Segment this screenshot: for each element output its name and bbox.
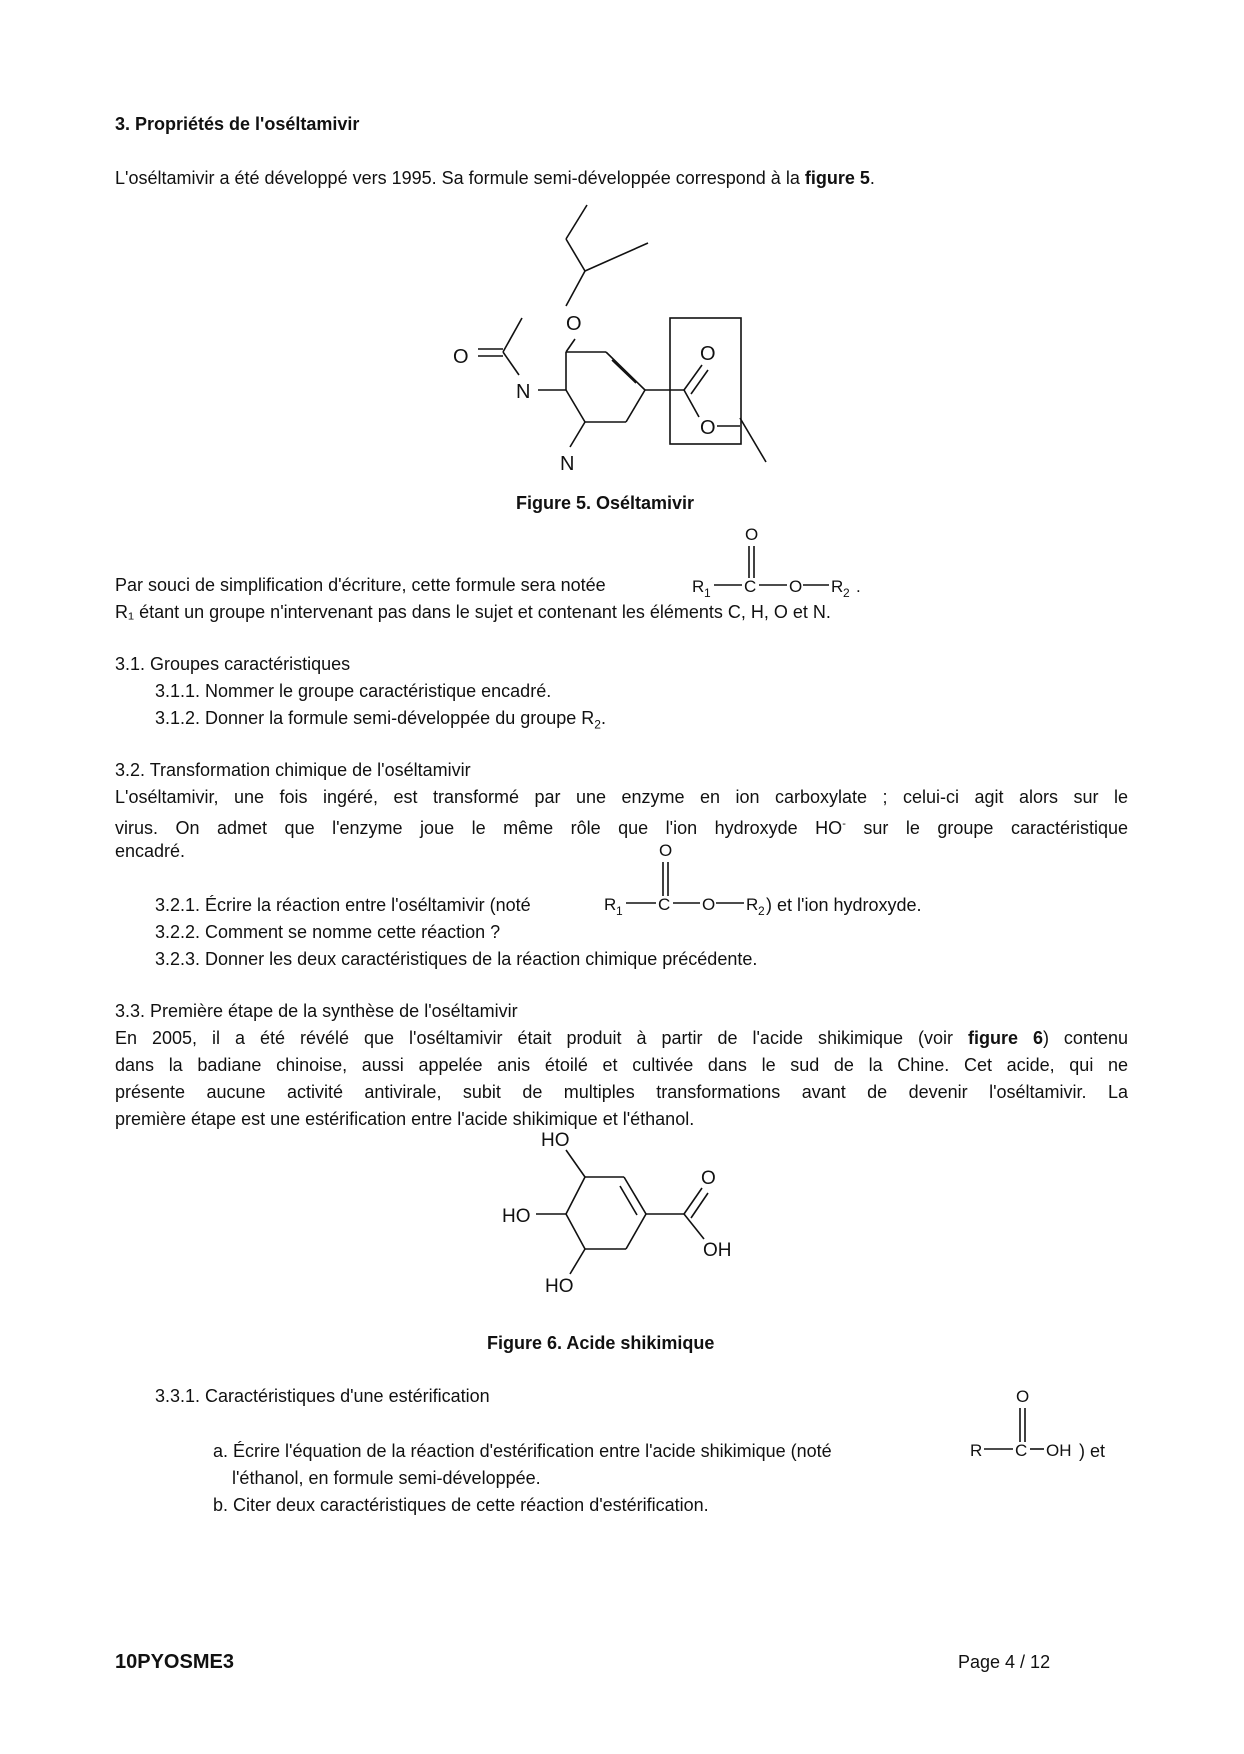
q32-title: 3.2. Transformation chimique de l'oséltamivir xyxy=(115,760,471,780)
formula-r1: R xyxy=(604,895,617,914)
atom-label: N xyxy=(560,453,575,475)
atom-label: O xyxy=(453,346,469,368)
figure5-caption: Figure 5. Oséltamivir xyxy=(516,493,695,513)
formula-o: O xyxy=(702,895,716,914)
period: . xyxy=(856,577,861,596)
q33-line3: présente aucune activité antivirale, subit de multiples transformations avant de devenir l'oséltamivir. La xyxy=(115,1082,1128,1102)
q32-line2-end: sur le groupe caractéristique xyxy=(845,818,1128,838)
q312-text: 3.1.2. Donner la formule semi-développée du groupe R xyxy=(155,708,595,728)
formula-c: C xyxy=(744,577,757,596)
q331-title: 3.3.1. Caractéristiques d'une estérification xyxy=(155,1386,490,1406)
formula-r1-sub: 1 xyxy=(704,586,711,600)
figure6-reference: figure 6 xyxy=(967,1028,1043,1048)
atom-label: O xyxy=(566,313,582,335)
q312-sub: 2 xyxy=(594,717,601,732)
q331a-line2: l'éthanol, en formule semi-développée. xyxy=(232,1468,541,1488)
atom-label: HO xyxy=(502,1206,531,1227)
formula-o-top: O xyxy=(659,841,673,860)
formula-r2-sub: 2 xyxy=(843,586,850,600)
q32-line2-text: virus. On admet que l'enzyme joue le même rôle que l'ion hydroxyde HO xyxy=(115,818,843,838)
intro-end: . xyxy=(869,168,875,188)
q32-para-line3: encadré. xyxy=(115,841,186,861)
q33-line1-end: ) contenu xyxy=(1042,1028,1128,1048)
section-heading: 3. Propriétés de l'oséltamivir xyxy=(115,114,360,134)
formula-o-top: O xyxy=(1016,1387,1030,1406)
atom-label: OH xyxy=(703,1240,732,1261)
atom-label: O xyxy=(700,417,716,439)
formula-r2: R xyxy=(746,895,759,914)
figure6-caption: Figure 6. Acide shikimique xyxy=(487,1333,715,1353)
formula-o-top: O xyxy=(745,525,759,544)
formula-r1: R xyxy=(692,577,705,596)
atom-label: O xyxy=(700,343,716,365)
q32-line2-sup: - xyxy=(842,818,846,830)
q312-end: . xyxy=(600,708,606,728)
q331b: b. Citer deux caractéristiques de cette réaction d'estérification. xyxy=(213,1495,709,1515)
formula-c: C xyxy=(1015,1441,1028,1460)
formula-o: O xyxy=(789,577,803,596)
formula-c: C xyxy=(658,895,671,914)
q31-title: 3.1. Groupes caractéristiques xyxy=(115,654,351,674)
atom-label: HO xyxy=(545,1276,574,1297)
footer-page-number: Page 4 / 12 xyxy=(958,1652,1051,1672)
formula-r1-sub: 1 xyxy=(616,904,623,918)
q331a-text: a. Écrire l'équation de la réaction d'estérification entre l'acide shikimique (noté xyxy=(213,1441,832,1461)
atom-label: O xyxy=(701,1168,716,1189)
q321-end: ) et l'ion hydroxyde. xyxy=(766,895,922,915)
q33-line1-text: En 2005, il a été révélé que l'oséltamivir était produit à partir de l'acide shikimique (voir xyxy=(115,1028,968,1048)
figure5-reference: figure 5 xyxy=(804,168,870,188)
simplification-line1: Par souci de simplification d'écriture, cette formule sera notée xyxy=(115,575,606,595)
q322: 3.2.2. Comment se nomme cette réaction ? xyxy=(155,922,501,942)
formula-oh: OH xyxy=(1046,1441,1072,1460)
q311: 3.1.1. Nommer le groupe caractéristique encadré. xyxy=(155,681,552,701)
intro-text: L'oséltamivir a été développé vers 1995. Sa formule semi-développée correspond à la xyxy=(115,168,805,188)
q33-line4: première étape est une estérification entre l'acide shikimique et l'éthanol. xyxy=(115,1109,695,1129)
formula-r2-sub: 2 xyxy=(758,904,765,918)
q323: 3.2.3. Donner les deux caractéristiques de la réaction chimique précédente. xyxy=(155,949,758,969)
q32-para-line1: L'oséltamivir, une fois ingéré, est transformé par une enzyme en ion carboxylate ; celui-ci agit alors sur le xyxy=(115,787,1128,807)
simplification-line2: R₁ étant un groupe n'intervenant pas dans le sujet et contenant les éléments C, H, O et N. xyxy=(115,602,831,622)
q321-text: 3.2.1. Écrire la réaction entre l'oséltamivir (noté xyxy=(155,895,531,915)
formula-r: R xyxy=(970,1441,983,1460)
q33-line2: dans la badiane chinoise, aussi appelée anis étoilé et cultivée dans le sud de la Chine. Cet acide, qui ne xyxy=(115,1055,1128,1075)
q33-title: 3.3. Première étape de la synthèse de l'oséltamivir xyxy=(115,1001,518,1021)
q331a-end: ) et xyxy=(1079,1441,1106,1461)
atom-label: N xyxy=(516,381,531,403)
atom-label: HO xyxy=(541,1130,570,1151)
footer-code: 10PYOSME3 xyxy=(115,1651,234,1673)
formula-r2: R xyxy=(831,577,844,596)
